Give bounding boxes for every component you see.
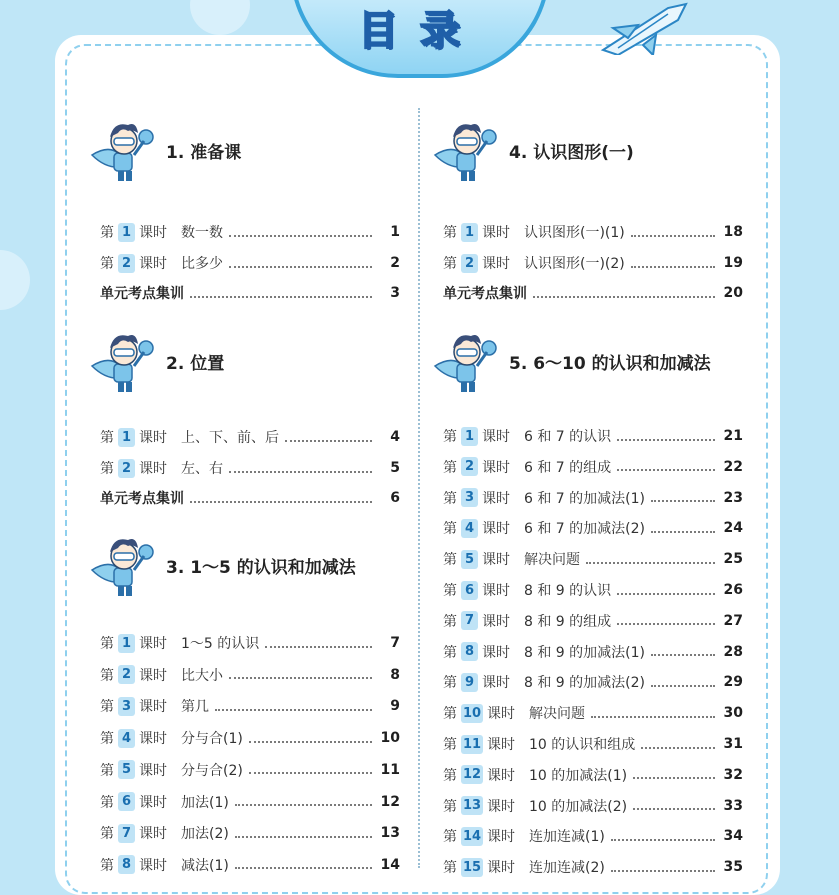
lesson-number-badge: 3 [118,697,135,716]
lesson-title: 数一数 [181,225,223,241]
review-label: 单元考点集训 [443,286,527,302]
lesson-title: 8 和 9 的加减法(1) [524,644,645,661]
lesson-unit-label: 课时 [482,225,510,241]
lesson-prefix: 第 [443,675,457,692]
page-number: 3 [390,285,400,301]
leader-dots [215,708,372,711]
lesson-prefix: 第 [100,430,114,446]
page-number: 31 [723,736,743,752]
lesson-prefix: 第 [443,829,457,846]
lesson-number-badge: 5 [118,760,135,779]
lesson-row[interactable] [443,221,743,243]
leader-dots [651,499,715,502]
page-number: 32 [723,766,743,783]
lesson-prefix: 第 [443,521,457,538]
leader-dots [633,807,715,810]
leader-dots [285,439,372,442]
lesson-prefix: 第 [100,699,114,716]
lesson-number-badge: 1 [118,223,135,242]
lesson-row[interactable] [443,517,743,539]
leader-dots [631,265,715,268]
lesson-row[interactable] [443,487,743,509]
lesson-number-badge: 4 [118,729,135,748]
lesson-row[interactable] [443,252,743,274]
lesson-prefix: 第 [443,490,457,507]
lesson-title: 1～5 的认识 [181,636,260,652]
lesson-prefix: 第 [100,667,114,684]
leader-dots [229,470,372,473]
lesson-unit-label: 课时 [482,583,510,599]
page-number: 7 [390,635,400,651]
lesson-unit-label: 课时 [482,256,510,272]
superhero-boy-icon [88,530,158,600]
lesson-prefix: 第 [443,613,457,630]
leader-dots [249,740,372,743]
lesson-number-badge: 8 [461,642,478,661]
leader-dots [617,592,715,595]
page-number: 14 [380,856,400,873]
lesson-prefix: 第 [443,860,457,877]
lesson-title: 第几 [181,699,209,716]
lesson-number-badge: 11 [462,736,482,752]
lesson-unit-label: 课时 [139,762,167,779]
lesson-prefix: 第 [100,826,114,843]
lesson-unit-label: 课时 [139,636,167,652]
lesson-row[interactable] [443,579,743,601]
leader-dots [651,530,715,533]
lesson-title: 上、下、前、后 [181,430,279,446]
lesson-prefix: 第 [443,644,457,661]
lesson-row[interactable] [100,695,400,717]
leader-dots [190,295,372,298]
lesson-number-badge: 2 [461,457,478,476]
lesson-title: 6 和 7 的组成 [524,459,612,476]
superhero-boy-icon [88,326,158,396]
lesson-number-badge: 2 [461,254,478,273]
lesson-unit-label: 课时 [139,667,167,684]
lesson-row[interactable] [443,825,743,847]
page-number: 23 [723,489,743,506]
lesson-number-badge: 7 [461,611,478,630]
decor-bubble [190,0,250,35]
page-number: 5 [390,460,400,476]
page-number: 27 [723,612,743,629]
lesson-unit-label: 课时 [487,860,515,877]
lesson-row[interactable] [443,764,743,786]
lesson-unit-label: 课时 [139,256,167,272]
lesson-number-badge: 12 [462,767,482,783]
lesson-prefix: 第 [100,731,114,748]
column-divider [418,108,420,868]
unit-heading [431,115,634,185]
lesson-row[interactable] [443,548,743,570]
review-label: 单元考点集训 [100,286,184,302]
lesson-unit-label: 课时 [139,699,167,716]
lesson-title: 8 和 9 的加减法(2) [524,675,645,692]
lesson-title: 8 和 9 的组成 [524,613,612,630]
lesson-prefix: 第 [443,737,457,753]
lesson-number-badge: 1 [118,634,135,653]
page-number: 29 [723,674,743,691]
leader-dots [229,234,372,237]
page-number: 18 [723,224,743,240]
lesson-title: 分与合(1) [181,731,243,748]
leader-dots [249,771,372,774]
lesson-title: 解决问题 [524,552,580,569]
page-number: 34 [723,828,743,845]
lesson-row[interactable] [100,221,400,243]
superhero-boy-icon [431,326,501,396]
rocket-icon [598,0,693,55]
leader-dots [651,684,715,687]
unit-heading [88,115,241,185]
unit-title: 2. 位置 [166,353,225,374]
lesson-number-badge: 5 [461,550,478,569]
decor-bubble [0,250,30,310]
lesson-prefix: 第 [443,225,457,241]
page-number: 24 [723,520,743,537]
lesson-row[interactable] [100,457,400,479]
lesson-prefix: 第 [443,767,457,784]
lesson-row[interactable] [100,426,400,448]
lesson-unit-label: 课时 [482,644,510,661]
lesson-title: 10 的加减法(1) [529,767,628,784]
lesson-row[interactable] [100,727,400,749]
page-number: 25 [723,551,743,568]
unit-heading [88,326,224,396]
lesson-unit-label: 课时 [139,225,167,241]
lesson-title: 减法(1) [181,857,229,874]
lesson-prefix: 第 [100,636,114,652]
lesson-title: 认识图形(一)(1) [524,225,625,241]
lesson-title: 10 的认识和组成 [529,737,636,753]
lesson-title: 解决问题 [529,706,585,723]
lesson-title: 连加连减(2) [529,860,605,877]
lesson-unit-label: 课时 [482,675,510,692]
leader-dots [617,468,715,471]
lesson-title: 比大小 [181,667,223,684]
lesson-row[interactable] [443,456,743,478]
lesson-number-badge: 8 [118,855,135,874]
lesson-row[interactable] [100,759,400,781]
lesson-unit-label: 课时 [139,794,167,811]
lesson-prefix: 第 [100,461,114,477]
lesson-number-badge: 14 [462,828,482,844]
lesson-unit-label: 课时 [482,490,510,507]
unit-title: 5. 6～10 的认识和加减法 [509,353,711,374]
lesson-row[interactable] [443,671,743,693]
lesson-number-badge: 2 [118,254,135,273]
lesson-number-badge: 1 [461,223,478,242]
lesson-unit-label: 课时 [139,461,167,477]
leader-dots [631,234,715,237]
page-number: 6 [390,490,400,506]
leader-dots [235,803,372,806]
unit-heading [431,326,711,396]
page-number: 1 [390,224,400,240]
lesson-unit-label: 课时 [482,459,510,476]
leader-dots [190,500,372,503]
leader-dots [229,265,372,268]
lesson-unit-label: 课时 [487,829,515,846]
lesson-title: 连加连减(1) [529,829,605,846]
unit-review-row[interactable] [100,282,400,304]
page-number: 11 [380,761,400,778]
lesson-row[interactable] [100,252,400,274]
lesson-title: 10 的加减法(2) [529,798,628,815]
lesson-title: 加法(1) [181,794,229,811]
lesson-row[interactable] [443,425,743,447]
leader-dots [617,622,715,625]
page-number: 8 [390,666,400,683]
lesson-title: 6 和 7 的认识 [524,429,612,445]
lesson-title: 加法(2) [181,826,229,843]
lesson-number-badge: 6 [461,581,478,600]
leader-dots [265,645,372,648]
lesson-prefix: 第 [443,459,457,476]
lesson-unit-label: 课时 [139,857,167,874]
lesson-title: 认识图形(一)(2) [524,256,625,272]
lesson-prefix: 第 [100,794,114,811]
unit-review-row[interactable] [100,487,400,509]
lesson-prefix: 第 [443,706,457,723]
lesson-number-badge: 1 [118,428,135,447]
lesson-unit-label: 课时 [482,613,510,630]
page-number: 13 [380,825,400,842]
lesson-row[interactable] [100,822,400,844]
superhero-boy-icon [88,115,158,185]
lesson-title: 分与合(2) [181,762,243,779]
lesson-number-badge: 3 [461,488,478,507]
lesson-number-badge: 2 [118,459,135,478]
lesson-title: 比多少 [181,256,223,272]
lesson-unit-label: 课时 [139,826,167,843]
lesson-row[interactable] [443,733,743,755]
unit-review-row[interactable] [443,282,743,304]
lesson-title: 8 和 9 的认识 [524,583,612,599]
superhero-boy-icon [431,115,501,185]
lesson-number-badge: 9 [461,673,478,692]
page-number: 30 [723,705,743,722]
lesson-number-badge: 7 [118,824,135,843]
lesson-unit-label: 课时 [487,737,515,753]
leader-dots [235,866,372,869]
lesson-prefix: 第 [443,798,457,815]
unit-title: 4. 认识图形(一) [509,142,634,163]
lesson-prefix: 第 [443,256,457,272]
lesson-row[interactable] [443,641,743,663]
lesson-number-badge: 15 [462,859,482,875]
page-number: 10 [380,730,400,747]
page-number: 9 [390,698,400,715]
lesson-row[interactable] [443,795,743,817]
lesson-prefix: 第 [100,225,114,241]
lesson-prefix: 第 [443,583,457,599]
lesson-prefix: 第 [100,256,114,272]
leader-dots [586,561,715,564]
lesson-number-badge: 4 [461,519,478,538]
leader-dots [641,746,715,749]
lesson-prefix: 第 [100,762,114,779]
leader-dots [651,653,715,656]
lesson-row[interactable] [100,632,400,654]
unit-title: 3. 1～5 的认识和加减法 [166,557,356,578]
lesson-number-badge: 1 [461,427,478,446]
lesson-unit-label: 课时 [482,552,510,569]
leader-dots [611,869,715,872]
lesson-row[interactable] [443,610,743,632]
page-number: 19 [723,255,743,271]
lesson-number-badge: 13 [462,798,482,814]
page-number: 35 [723,859,743,876]
lesson-unit-label: 课时 [487,798,515,815]
page-number: 28 [723,643,743,660]
page-title: 目录 [358,8,482,54]
lesson-title: 6 和 7 的加减法(1) [524,490,645,507]
lesson-number-badge: 2 [118,665,135,684]
page-number: 22 [723,458,743,475]
leader-dots [617,438,715,441]
lesson-prefix: 第 [443,552,457,569]
leader-dots [533,295,715,298]
lesson-number-badge: 10 [462,705,482,721]
lesson-row[interactable] [443,702,743,724]
lesson-row[interactable] [100,664,400,686]
page-number: 21 [723,428,743,444]
lesson-row[interactable] [443,856,743,878]
lesson-unit-label: 课时 [487,706,515,723]
page-number: 4 [390,429,400,445]
lesson-number-badge: 6 [118,792,135,811]
lesson-unit-label: 课时 [482,521,510,538]
page-number: 20 [723,285,743,301]
leader-dots [591,715,715,718]
page-number: 26 [723,582,743,598]
lesson-title: 左、右 [181,461,223,477]
lesson-unit-label: 课时 [139,731,167,748]
lesson-unit-label: 课时 [139,430,167,446]
unit-title: 1. 准备课 [166,142,242,163]
lesson-prefix: 第 [100,857,114,874]
page-number: 33 [723,797,743,814]
lesson-row[interactable] [100,791,400,813]
leader-dots [611,838,715,841]
lesson-unit-label: 课时 [482,429,510,445]
leader-dots [235,835,372,838]
lesson-unit-label: 课时 [487,767,515,784]
lesson-prefix: 第 [443,429,457,445]
page-number: 2 [390,255,400,271]
leader-dots [633,776,715,779]
page-number: 12 [380,793,400,810]
leader-dots [229,676,372,679]
lesson-title: 6 和 7 的加减法(2) [524,521,645,538]
review-label: 单元考点集训 [100,491,184,507]
unit-heading [88,530,356,600]
